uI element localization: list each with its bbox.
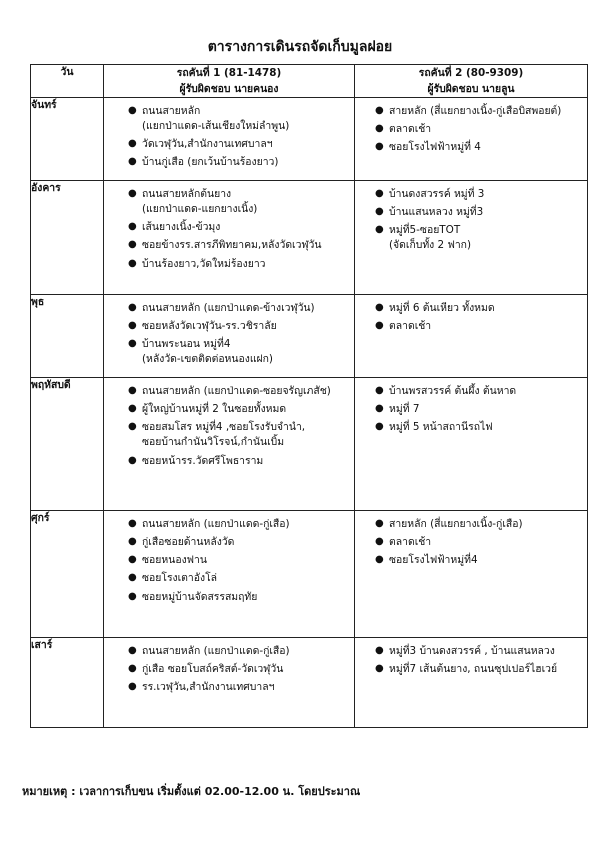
bullet-icon: ● — [128, 385, 137, 397]
truck2-stops-cell — [355, 181, 588, 295]
list-item — [367, 535, 583, 550]
footnote: หมายเหตุ : เวลาการเก็บขน เริ่มตั้งแต่ 02.00-12.00 น. โดยประมาณ — [22, 785, 361, 798]
bullet-icon: ● — [128, 454, 137, 466]
bullet-icon: ● — [128, 572, 137, 584]
stop-subtext: (แยกป่าแดด-แยกยางเนิ้ง) — [142, 203, 258, 216]
truck-1-title: รถคันที่ 1 (81-1478) — [176, 67, 282, 79]
table-row — [31, 511, 588, 638]
stop-list — [104, 295, 354, 376]
list-item — [367, 104, 583, 119]
day-label: ศุกร์ — [31, 511, 104, 638]
list-item — [120, 301, 350, 316]
schedule-table — [30, 64, 588, 728]
list-item — [120, 680, 350, 695]
bullet-icon: ● — [375, 518, 384, 530]
list-item — [367, 187, 583, 202]
list-item — [120, 590, 350, 605]
bullet-icon: ● — [128, 320, 137, 332]
bullet-icon: ● — [128, 221, 137, 233]
stop-text: ซอยโรงไฟฟ้าหมู่ที่4 — [389, 554, 478, 567]
bullet-icon: ● — [375, 224, 384, 236]
day-label: พฤหัสบดี — [31, 378, 104, 511]
table-row — [31, 378, 588, 511]
stop-text: หมู่ที่ 5 หน้าสถานีรถไฟ — [389, 421, 493, 434]
stop-text: ซอยข้างรร.สารภีพิทยาคม,หลังวัดเวฬุวัน — [142, 239, 322, 252]
stop-text: ซอยหน้ารร.วัดศรีโพธาราม — [142, 454, 264, 467]
stop-text: ถนนสายหลัก (แยกป่าแดด-ซอยจรัญเภสัช) — [142, 385, 331, 398]
bullet-icon: ● — [128, 156, 137, 168]
truck2-stops-cell — [355, 295, 588, 378]
header-truck-1 — [104, 65, 355, 98]
list-item — [120, 662, 350, 677]
list-item — [367, 122, 583, 137]
bullet-icon: ● — [128, 338, 137, 350]
list-item — [367, 662, 583, 677]
bullet-icon: ● — [375, 302, 384, 314]
list-item — [367, 223, 583, 253]
table-row — [31, 638, 588, 728]
stop-subtext: ซอยบ้านกำนันวิโรจน์,กำนันเบิ้ม — [142, 436, 285, 449]
table-header-row — [31, 65, 588, 98]
stop-text: เส้นยางเนิ้ง-ข้วมุง — [142, 221, 221, 234]
table-row — [31, 98, 588, 181]
list-item — [120, 337, 350, 367]
bullet-icon: ● — [375, 123, 384, 135]
stop-text: ซอยหลังวัดเวฬุวัน-รร.วชิราลัย — [142, 320, 277, 333]
list-item — [367, 402, 583, 417]
table-row — [31, 181, 588, 295]
list-item — [120, 553, 350, 568]
list-item — [120, 187, 350, 217]
truck2-stops-cell — [355, 98, 588, 181]
stop-text: ตลาดเช้า — [389, 123, 432, 136]
stop-text: หมู่ที่ 7 — [389, 403, 420, 416]
truck1-stops-cell — [104, 181, 355, 295]
stop-text: บ้านดงสวรรค์ หมู่ที่ 3 — [389, 188, 485, 201]
bullet-icon: ● — [375, 105, 384, 117]
truck-1-owner: ผู้รับผิดชอบ นายคนอง — [179, 83, 279, 96]
list-item — [367, 517, 583, 532]
stop-text: บ้านกู่เสือ (ยกเว้นบ้านร้องยาว) — [142, 156, 279, 169]
stop-text: ถนนสายหลัก (แยกป่าแดด-กู่เสือ) — [142, 645, 290, 658]
header-truck-2 — [355, 65, 588, 98]
stop-list — [355, 181, 587, 262]
bullet-icon: ● — [128, 421, 137, 433]
stop-text: หมู่ที่ 6 ต้นเหียว ทั้งหมด — [389, 302, 495, 315]
list-item — [120, 454, 350, 469]
bullet-icon: ● — [128, 645, 137, 657]
stop-text: รร.เวฬุวัน,สำนักงานเทศบาลฯ — [142, 681, 275, 694]
stop-text: บ้านร้องยาว,วัดใหม่ร้องยาว — [142, 257, 266, 270]
stop-text: ตลาดเช้า — [389, 320, 432, 333]
stop-list — [355, 378, 587, 444]
list-item — [120, 238, 350, 253]
bullet-icon: ● — [128, 188, 137, 200]
stop-text: บ้านพรสวรรค์ ต้นผึ้ง ต้นหาด — [389, 385, 517, 398]
bullet-icon: ● — [375, 320, 384, 332]
stop-text: บ้านแสนหลวง หมู่ที่3 — [389, 206, 484, 219]
bullet-icon: ● — [375, 385, 384, 397]
bullet-icon: ● — [128, 681, 137, 693]
stop-text: หมู่ที่5-ซอยTOT — [389, 224, 461, 237]
stop-text: ถนนสายหลัก (แยกป่าแดด-ข้างเวฬุวัน) — [142, 302, 315, 315]
bullet-icon: ● — [128, 554, 137, 566]
bullet-icon: ● — [375, 663, 384, 675]
bullet-icon: ● — [128, 518, 137, 530]
list-item — [367, 384, 583, 399]
stop-text: บ้านพระนอน หมู่ที่4 — [142, 338, 231, 351]
stop-list — [355, 638, 587, 686]
stop-list — [355, 295, 587, 343]
list-item — [120, 384, 350, 399]
stop-list — [355, 98, 587, 164]
list-item — [120, 155, 350, 170]
list-item — [367, 205, 583, 220]
list-item — [120, 420, 350, 450]
stop-text: ซอยโรงไฟฟ้าหมู่ที่ 4 — [389, 141, 481, 154]
stop-list — [104, 638, 354, 704]
stop-text: ผู้ใหญ่บ้านหมู่ที่ 2 ในซอยทั้งหมด — [142, 403, 287, 416]
bullet-icon: ● — [375, 421, 384, 433]
bullet-icon: ● — [375, 206, 384, 218]
list-item — [367, 319, 583, 334]
truck1-stops-cell — [104, 511, 355, 638]
list-item — [120, 402, 350, 417]
bullet-icon: ● — [375, 536, 384, 548]
stop-text: ถนนสายหลักต้นยาง — [142, 188, 232, 201]
list-item — [367, 553, 583, 568]
header-day: วัน — [31, 65, 104, 98]
stop-text: หมู่ที่7 เส้นต้นยาง, ถนนซุปเปอร์ไฮเวย์ — [389, 663, 558, 676]
truck-2-owner: ผู้รับผิดชอบ นายลูน — [427, 83, 515, 96]
truck1-stops-cell — [104, 638, 355, 728]
day-label: อังคาร — [31, 181, 104, 295]
stop-text: กู่เสือ ซอยโบสถ์คริสต์-วัดเวฬุวัน — [142, 663, 284, 676]
list-item — [120, 104, 350, 134]
list-item — [120, 319, 350, 334]
stop-text: วัดเวฬุวัน,สำนักงานเทศบาลฯ — [142, 138, 273, 151]
bullet-icon: ● — [128, 239, 137, 251]
list-item — [120, 535, 350, 550]
stop-list — [104, 181, 354, 280]
bullet-icon: ● — [128, 302, 137, 314]
day-label: พุธ — [31, 295, 104, 378]
stop-subtext: (แยกป่าแดด-เส้นเชียงใหม่ลำพูน) — [142, 120, 290, 133]
truck1-stops-cell — [104, 295, 355, 378]
list-item — [367, 140, 583, 155]
list-item — [120, 220, 350, 235]
bullet-icon: ● — [128, 403, 137, 415]
stop-text: ตลาดเช้า — [389, 536, 432, 549]
list-item — [367, 644, 583, 659]
stop-text: ซอยหมู่บ้านจัดสรรสมฤทัย — [142, 590, 258, 603]
list-item — [120, 257, 350, 272]
stop-list — [355, 511, 587, 577]
stop-text: หมู่ที่3 บ้านดงสวรรค์ , บ้านแสนหลวง — [389, 645, 555, 658]
stop-list — [104, 98, 354, 179]
stop-text: ถนนสายหลัก (แยกป่าแดด-กู่เสือ) — [142, 518, 290, 531]
bullet-icon: ● — [128, 590, 137, 602]
bullet-icon: ● — [375, 403, 384, 415]
list-item — [120, 644, 350, 659]
truck-2-title: รถคันที่ 2 (80-9309) — [418, 67, 524, 79]
stop-subtext: (หลังวัด-เขตติดต่อหนองแฝก) — [142, 353, 273, 366]
truck1-stops-cell — [104, 98, 355, 181]
bullet-icon: ● — [375, 141, 384, 153]
bullet-icon: ● — [128, 138, 137, 150]
stop-text: ถนนสายหลัก — [142, 105, 201, 118]
list-item — [120, 137, 350, 152]
truck2-stops-cell — [355, 638, 588, 728]
stop-list — [104, 511, 354, 613]
day-label: เสาร์ — [31, 638, 104, 728]
bullet-icon: ● — [375, 645, 384, 657]
list-item — [120, 571, 350, 586]
list-item — [120, 517, 350, 532]
bullet-icon: ● — [128, 663, 137, 675]
bullet-icon: ● — [128, 536, 137, 548]
list-item — [367, 420, 583, 435]
stop-text: กู่เสือซอยด้านหลังวัด — [142, 536, 235, 549]
page-title: ตารางการเดินรถจัดเก็บมูลฝอย — [207, 39, 393, 55]
day-label: จันทร์ — [31, 98, 104, 181]
truck2-stops-cell — [355, 511, 588, 638]
truck1-stops-cell — [104, 378, 355, 511]
bullet-icon: ● — [375, 188, 384, 200]
table-row — [31, 295, 588, 378]
stop-list — [104, 378, 354, 477]
list-item — [367, 301, 583, 316]
stop-subtext: (จัดเก็บทั้ง 2 ฟาก) — [389, 239, 472, 252]
stop-text: สายหลัก (สี่แยกยางเนิ้ง-กู่เสือ) — [389, 518, 523, 531]
truck2-stops-cell — [355, 378, 588, 511]
stop-text: สายหลัก (สี่แยกยางเนิ้ง-กู่เสือบิสพอยต์) — [389, 105, 562, 118]
stop-text: ซอยโรงเตาอังโล่ — [142, 572, 218, 585]
bullet-icon: ● — [128, 257, 137, 269]
stop-text: ซอยหนองฟาน — [142, 554, 207, 567]
stop-text: ซอยสมโสร หมู่ที่4 ,ซอยโรงรับจำนำ, — [142, 421, 306, 434]
bullet-icon: ● — [375, 554, 384, 566]
bullet-icon: ● — [128, 105, 137, 117]
